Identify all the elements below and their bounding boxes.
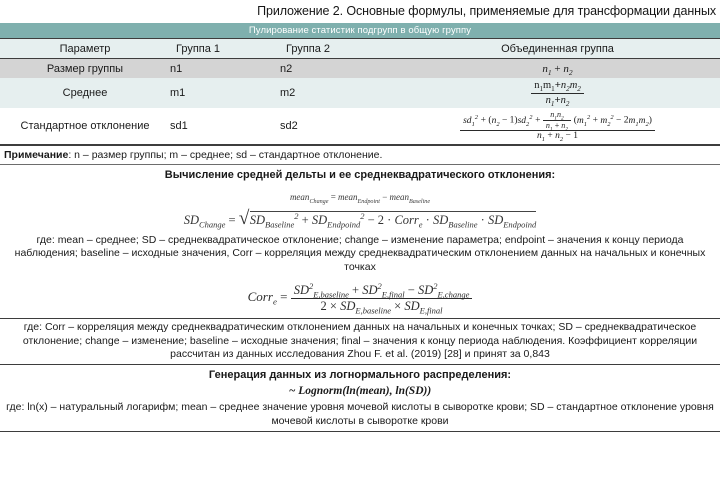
cell-group1-sd: sd1 xyxy=(170,108,280,145)
cell-parameter-group-size: Размер группы xyxy=(0,59,170,79)
formula-pooled-mean: $\frac{n_1m_1+n_2m_2}{n_1+n_2}$ xyxy=(531,79,584,106)
cell-group2-group-size: n2 xyxy=(280,59,395,79)
note-label: Примечание xyxy=(4,149,69,161)
legend-delta: где: mean – среднее; SD – среднеквадратическое отклонение; change – изменение параметра; endpoint – значения к концу периода наблюдения; baseline – исходные значения, Corr – корреляция между среднеквадратическим отклонением данных на начальных и конечных точках xyxy=(14,234,706,273)
legend-corr: где: Corr – корреляция между среднеквадратическим отклонением данных на начальных и конечных точках; SD – среднеквадратическое отклонение; change – изменение; baseline – исходные значения; final – значения к концу периода наблюдения. Коэффициент корреляции рассчитан из данных исследования Zhou F. et al. (2019) [28] и принят за 0,843 xyxy=(0,318,720,365)
column-header-group1: Группа 1 xyxy=(170,39,280,59)
legend-lognorm: где: ln(x) – натуральный логарифм; mean – среднее значение уровня мочевой кислоты в сыворотке крови; SD – стандартное отклонение уровня мочевой кислоты в сыворотке крови xyxy=(6,401,714,427)
table-row xyxy=(0,108,720,145)
table-row xyxy=(0,59,720,79)
table-band-title-row xyxy=(0,23,720,39)
cell-pooled-mean xyxy=(395,78,720,108)
formula-corr: Corr$_e$ = $SD^2_{E,baseline} + SD^2_{E,final} - SD^2_{E,change}$ $2 \times SD_{E,baseline} \times SD_{E,final}$ xyxy=(248,289,473,304)
column-header-group2: Группа 2 xyxy=(280,39,395,59)
page-title: Приложение 2. Основные формулы, применяемые для трансформации данных xyxy=(257,4,716,18)
formula-mean-change: mean$_{Change}$ = mean$_{Endpoint}$ − mean$_{Baseline}$ xyxy=(289,192,431,205)
table-header-row xyxy=(0,39,720,59)
pooling-statistics-table xyxy=(0,23,720,145)
cell-group2-sd: sd2 xyxy=(280,108,395,145)
section-heading-lognorm: Генерация данных из логнормального распределения: xyxy=(208,369,512,382)
formula-pooled-n: $n_1 + n_2$ xyxy=(542,62,573,77)
formula-sd-change: $SD_{Change}$ = √ $SD_{Baseline}^2 + SD_{Endpoind}^2 - 2$ · Corr$_e$ · $SD_{Baseline} \cdot SD_{Endpoind}$ xyxy=(184,213,537,227)
formula-pooled-sd: $sd_1^2 + (n_2 - 1)sd_2^2$ + $\frac{n_1n_2}{n_1 + n_2}$ $(m_1^2 + m_2^2 - 2m_1m_2)$ $n_1 + n_2 - 1$ xyxy=(460,110,655,141)
table-row xyxy=(0,78,720,108)
table-note xyxy=(0,145,720,165)
cell-parameter-mean: Среднее xyxy=(0,78,170,108)
column-header-pooled: Объединенная группа xyxy=(395,39,720,59)
table-band-title: Пулирование статистик подгрупп в общую группу xyxy=(0,23,720,39)
formula-lognorm: ~ Lognorm(ln(mean), ln(SD)) xyxy=(288,385,432,398)
bottom-rule xyxy=(0,431,720,432)
cell-group1-mean: m1 xyxy=(170,78,280,108)
sqrt-icon: √ $SD_{Baseline}^2 + SD_{Endpoind}^2 - 2$ · Corr$_e$ · $SD_{Baseline} \cdot SD_{Endpoind}$ xyxy=(239,211,537,228)
cell-group1-group-size: n1 xyxy=(170,59,280,79)
cell-pooled-group-size xyxy=(395,59,720,79)
column-header-parameter: Параметр xyxy=(0,39,170,59)
cell-pooled-sd xyxy=(395,108,720,145)
cell-parameter-sd: Стандартное отклонение xyxy=(0,108,170,145)
cell-group2-mean: m2 xyxy=(280,78,395,108)
formula-corr-line xyxy=(0,277,720,318)
note-text: : n – размер группы; m – среднее; sd – стандартное отклонение. xyxy=(68,149,383,161)
formula-mean-change-line xyxy=(0,184,720,208)
formula-sd-change-line xyxy=(0,208,720,232)
section-heading-delta: Вычисление средней дельты и ее среднеквадратического отклонения: xyxy=(164,169,556,181)
